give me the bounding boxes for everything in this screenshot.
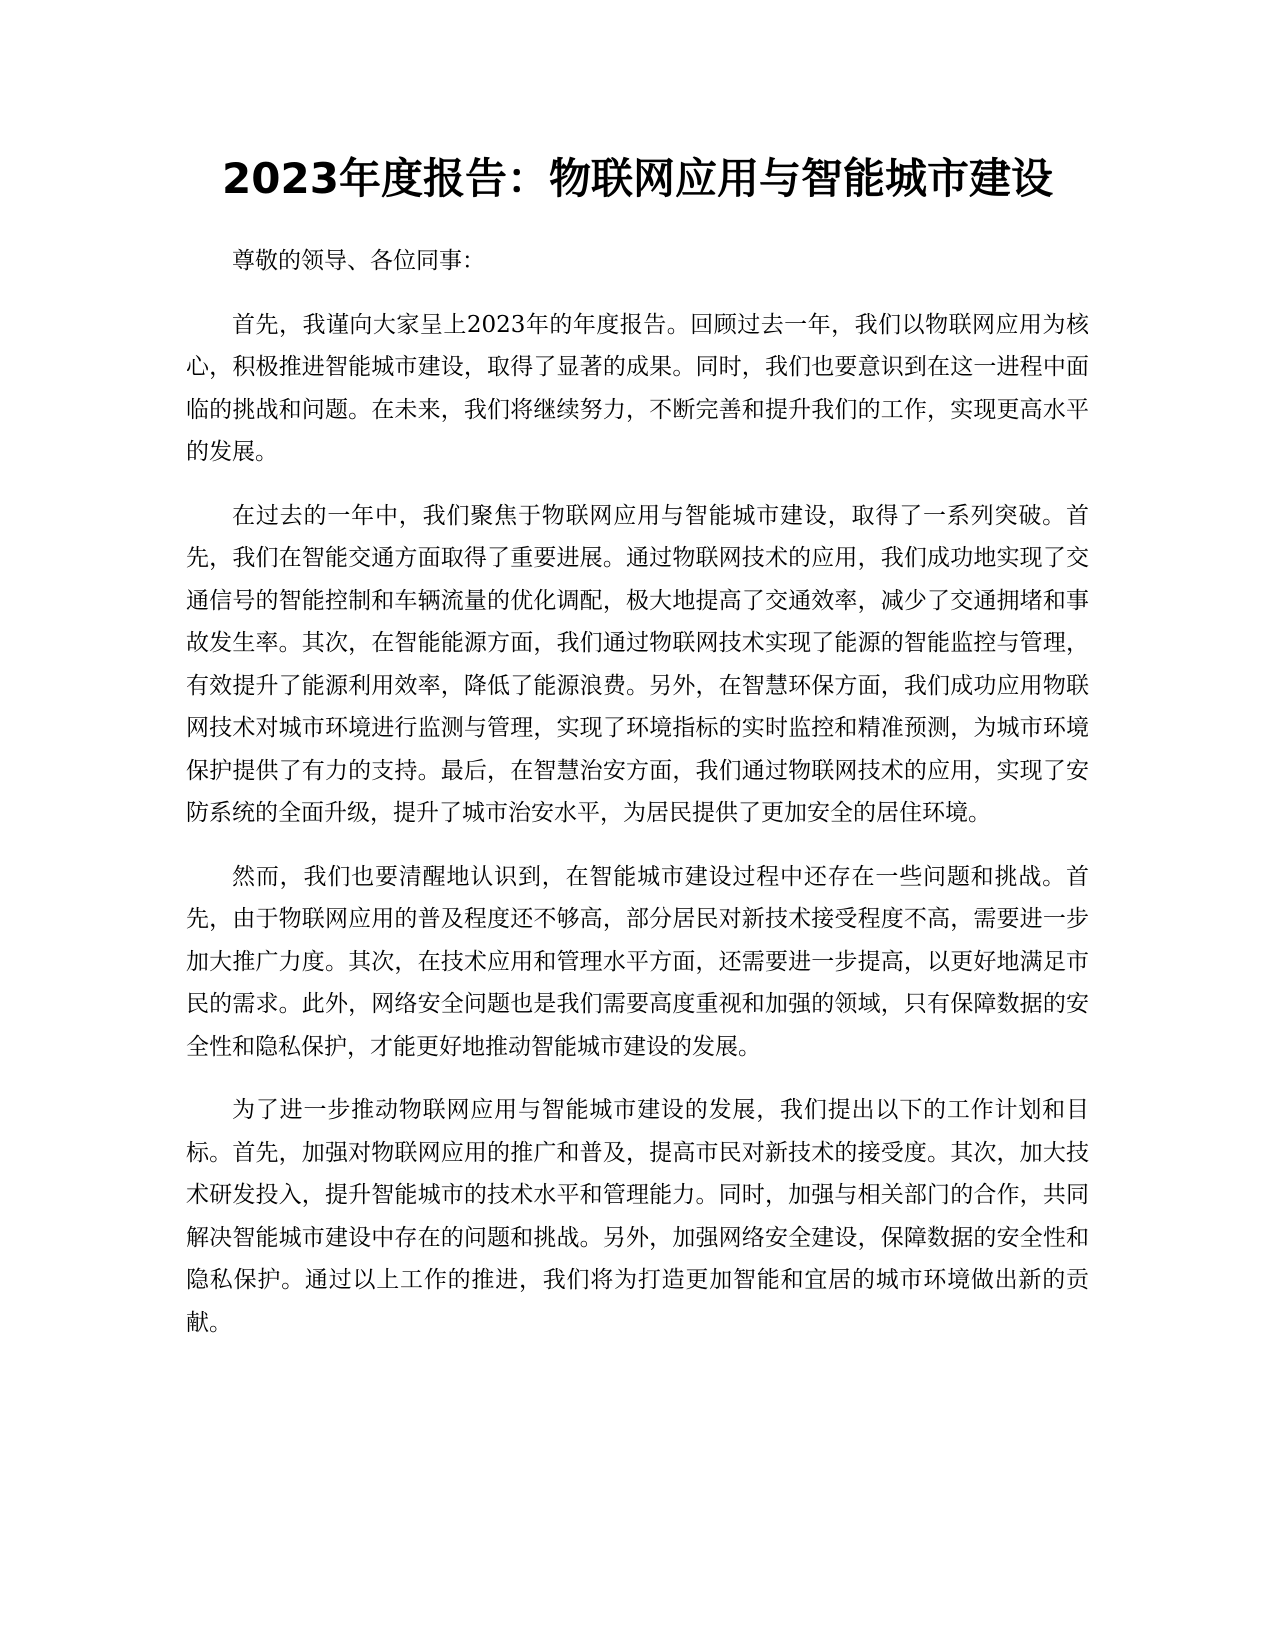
salutation: 尊敬的领导、各位同事： [232,248,485,274]
paragraph-opening: 首先，我谨向大家呈上2023年的年度报告。回顾过去一年，我们以物联网应用为核心，积极推进智能城市建设，取得了显著的成果。同时，我们也要意识到在这一进程中面临的挑战和问题。在未来，我们将继续努力，不断完善和提升我们的工作，实现更高水平的发展。 [186,311,1089,465]
paragraph-challenges: 然而，我们也要清醒地认识到，在智能城市建设过程中还存在一些问题和挑战。首先，由于物联网应用的普及程度还不够高，部分居民对新技术接受程度不高，需要进一步加大推广力度。其次，在技术应用和管理水平方面，还需要进一步提高，以更好地满足市民的需求。此外，网络安全问题也是我们需要高度重视和加强的领域，只有保障数据的安全性和隐私保护，才能更好地推动智能城市建设的发展。 [186,863,1089,1060]
paragraph-plans: 为了进一步推动物联网应用与智能城市建设的发展，我们提出以下的工作计划和目标。首先，加强对物联网应用的推广和普及，提高市民对新技术的接受度。其次，加大技术研发投入，提升智能城市的技术水平和管理能力。同时，加强与相关部门的合作，共同解决智能城市建设中存在的问题和挑战。另外，加强网络安全建设，保障数据的安全性和隐私保护。通过以上工作的推进，我们将为打造更加智能和宜居的城市环境做出新的贡献。 [186,1097,1089,1336]
document-title: 2023年度报告：物联网应用与智能城市建设 [222,154,1053,203]
document-body [186,240,1089,1365]
paragraph-achievements: 在过去的一年中，我们聚焦于物联网应用与智能城市建设，取得了一系列突破。首先，我们在智能交通方面取得了重要进展。通过物联网技术的应用，我们成功地实现了交通信号的智能控制和车辆流量的优化调配，极大地提高了交通效率，减少了交通拥堵和事故发生率。其次，在智能能源方面，我们通过物联网技术实现了能源的智能监控与管理，有效提升了能源利用效率，降低了能源浪费。另外，在智慧环保方面，我们成功应用物联网技术对城市环境进行监测与管理，实现了环境指标的实时监控和精准预测，为城市环境保护提供了有力的支持。最后，在智慧治安方面，我们通过物联网技术的应用，实现了安防系统的全面升级，提升了城市治安水平，为居民提供了更加安全的居住环境。 [186,502,1089,826]
